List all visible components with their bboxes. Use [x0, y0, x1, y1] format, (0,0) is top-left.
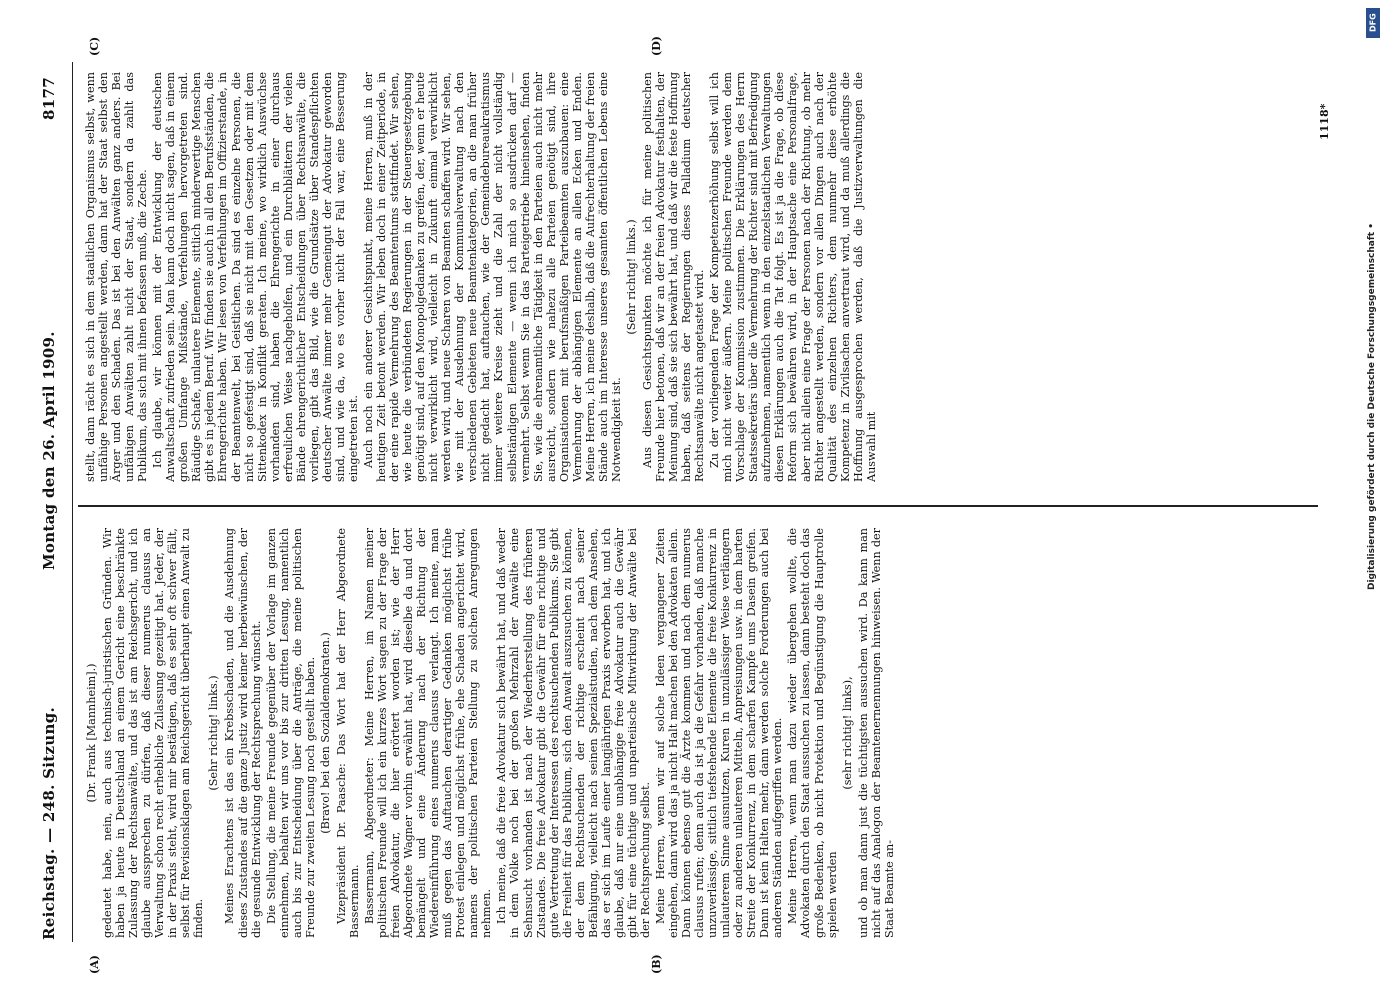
paragraph: Die Stellung, die meine Freunde gegenüber der Vorlage im ganzen einnehmen, behalten wir uns vor bis zur dritten Lesung, namentlich auch bis zur Entscheidung über die Anträge, die meine politischen Freunde zur zweiten Lesung noch gestellt haben. [264, 528, 317, 938]
paragraph: Meine Herren, wenn wir auf solche Ideen vergangener Zeiten eingehen, dann wird das ja nicht Halt machen bei den Advokaten allein. Dann können ebenso gut die Ärzte kommen und nach dem numerus clausus rufen; denn auch da ist ja die Gefahr vorhanden, daß manche unzuverlässige, sittlich tiefstehende Elemente die freie Konkurrenz in unlauterem Sinne ausnutzen, Kuren in unzulässiger Weise verlängern oder zu anderen unlauteren Mitteln, Anpreisungen usw. in dem harten Streite der Konkurrenz, in dem scharfen Kampfe ums Dasein greifen. Dann ist kein Halten mehr, dann werden solche Forderungen auch bei anderen Ständen aufgegriffen werden. [653, 528, 785, 938]
interjection: (Sehr richtig! links.) [207, 675, 221, 791]
margin-mark-b: (B) [650, 954, 663, 974]
paragraph: Vizepräsident Dr. Paasche: Das Wort hat der Herr Abgeordnete Bassermann. [334, 528, 361, 938]
paragraph: Ich glaube, wir können mit der Entwicklung der deutschen Anwaltschaft zufrieden sein. Man kann doch nicht sagen, daß in einem großen Umfange Mißstände, Verfehlungen hervorgetreten sind. Räudige Schafe, unlautere Elemente, sittlich minderwertige Menschen gibt es in jedem Beruf. Wir finden sie auch in all den Berufsständen, die Ehrengerichte haben. Wir lesen von Verfehlungen im Offizierstande, in der Beamtenwelt, bei Geistlichen. Da sind es einzelne Personen, die nicht so gefestigt sind, daß sie nicht mit den Gesetzen oder mit dem Sittenkodex in Konflikt geraten. Ich meine, wo wirklich Auswüchse vorhanden sind, haben die Ehrengerichte in einer durchaus erfreulichen Weise nachgeholfen, und ein Durchblättern der vielen Bände ehrengerichtlicher Entscheidungen über Rechtsanwälte, die vorliegen, gibt das Bild, wie die Grundsätze über Standespflichten deutscher Anwälte immer mehr Gemeingut der Advokatur geworden sind, und wie da, wo es vorher nicht der Fall war, eine Besserung eingetreten ist. [151, 72, 360, 482]
margin-mark-c: (C) [88, 36, 101, 56]
paragraph: Auch noch ein anderer Gesichtspunkt, meine Herren, muß in der heutigen Zeit betont werden. Wir leben doch in einer Zeitperiode, in der eine rapide Vermehrung des Beamtentums stattfindet. Wir sehen, wie heute die verbündeten Regierungen in der Steuergesetzgebung genötigt sind, auf den Monopolgedanken zu greifen, der, wenn er heute nicht verwirklicht wird, vielleicht in Zukunft einmal verwirklicht werden wird, und neue Scharen von Beamten schaffen wird. Wir sehen, wie mit der Ausdehnung der Kommunalverwaltung nach den verschiedenen Gebieten neue Beamtenkategorien, an die man früher nicht gedacht hat, auftauchen, wie der Gemeindebureaukratismus immer weitere Kreise zieht und die Zahl der nicht vollständig selbständigen Elemente — wenn ich mich so ausdrücken darf — vermehrt. Selbst wenn Sie in das Parteigetriebe hineinsehen, finden Sie, wie die ehrenamtliche Tätigkeit in den Parteien auch nicht mehr ausreicht, sondern wie nahezu alle Parteien genötigt sind, ihre Organisationen mit berufsmäßigen Parteibeamten auszubauen: eine Vermehrung der abhängigen Elemente an allen Ecken und Enden. Meine Herren, ich meine deshalb, daß die Aufrechterhaltung der freien Stände auch im Interesse unseres gesamten öffentlichen Lebens eine Notwendigkeit ist. [361, 72, 623, 482]
text-column-left [84, 528, 1320, 938]
margin-mark-a: (A) [88, 955, 101, 974]
interjection: (sehr richtig! links), [840, 676, 854, 790]
interjection: (Sehr richtig! links.) [624, 219, 638, 335]
page-header-date: Montag den 26. April 1909. [40, 331, 58, 570]
text-column-right [84, 72, 1320, 482]
header-rule [72, 62, 73, 942]
paragraph: gedeutet habe, nein, auch aus technisch-juristischen Gründen. Wir haben ja heute in Deutschland an einem Gericht eine beschränkte Zulassung der Rechtsanwälte, und das ist am Reichsgericht, und ich glaube aussprechen zu dürfen, daß dieser numerus clausus an Verwaltung schon recht erhebliche Zulassung gezeitigt hat. Jeder, der in der Praxis steht, wird mir bestätigen, daß es sehr oft schwer fällt, selbst für Revisionsklagen am Reichsgericht überhaupt einen Anwalt zu finden. [101, 528, 206, 938]
paragraph: Aus diesen Gesichtspunkten möchte ich für meine politischen Freunde hier betonen, daß wir an der freien Advokatur festhalten, der Meinung sind, daß sie sich bewährt hat, und daß wir die feste Hoffnung haben, daß seitens der Regierungen dieses Palladium deutscher Rechtsanwälte nicht angetastet wird. [640, 72, 707, 482]
digitization-credit-text: Digitalisierung gefördert durch die Deutsche Forschungsgemeinschaft • [1367, 223, 1377, 590]
paragraph: Ich meine, daß die freie Advokatur sich bewährt hat, und daß weder in dem Volke noch bei der großen Mehrzahl der Anwälte eine Sehnsucht vorhanden ist nach der Wiederherstellung des früheren Zustandes. Die freie Advokatur gibt die Gewähr für eine richtige und gute Vertretung der Interessen des rechtsuchenden Publikums. Sie gibt die Freiheit für das Publikum, sich den Anwalt auszusuchen zu können, der dem Rechtsuchenden der richtige erscheint nach seiner Befähigung, vielleicht nach seinen Spezialstudien, nach dem Ansehen, das er sich im Laufe einer langjährigen Praxis erworben hat, und ich glaube, daß nur eine unabhängige freie Advokatur auch die Gewähr gibt für eine tüchtige und unparteiische Mitwirkung der Anwälte bei der Rechtsprechung selbst. [495, 528, 652, 938]
paragraph: und ob man dann just die tüchtigsten aussuchen wird. Da kann man nicht auf das Analogon der Beamtenernennungen hinweisen. Wenn der Staat Beamte an- [856, 528, 896, 938]
margin-mark-d: (D) [650, 36, 663, 56]
paragraph: stellt, dann rächt es sich in dem staatlichen Organismus selbst, wenn unfähige Personen angestellt werden, dann hat der Staat selbst den Ärger und den Schaden. Das ist bei den Anwälten ganz anders. Bei unfähigen Anwälten zahlt nicht der Staat, sondern da zahlt das Publikum, das sich mit ihnen befassen muß, die Zeche. [84, 72, 150, 482]
page-number: 8177 [40, 77, 58, 120]
digitization-credit [1364, 10, 1380, 590]
page-header-left: Reichstag. — 248. Sitzung. [40, 706, 58, 940]
paragraph: Bassermann, Abgeordneter: Meine Herren, im Namen meiner politischen Freunde will ich ein kurzes Wort sagen zu der Frage der freien Advokatur, die hier erörtert worden ist; wie der Herr Abgeordnete Wagner vorhin erwähnt hat, wird dieselbe da und dort bemängelt und eine Änderung nach der Richtung der Wiedereinführung eines numerus clausus verlangt. Ich meine, man muß gegen das Auftauchen derartiger Gedanken möglichst frühe Protest einlegen und möglichst frühe, ehe Schaden angerichtet wird, namens der politischen Parteien Stellung zu solchen Anregungen nehmen. [362, 528, 494, 938]
interjection: (Bravo! bei den Sozialdemokraten.) [318, 632, 332, 834]
page-footer-code: 1118* [1318, 103, 1331, 140]
paragraph: Zu der vorliegenden Frage der Kompetenzerhöhung selbst will ich mich nicht weiter äußern. Meine politischen Freunde werden dem Vorschlage der Kommission zustimmen. Die Erklärungen des Herrn Staatssekretärs über die Vermehrung der Richter sind mit Befriedigung aufzunehmen, namentlich wenn in den einzelstaatlichen Verwaltungen diesen Erklärungen auch die Tat folgt. Es ist ja die Frage, ob diese Reform sich bewähren wird, in der Hauptsache eine Personalfrage, aber nicht allein eine Frage der Personen nach der Richtung, ob mehr Richter angestellt werden, sondern vor allen Dingen auch nach der Qualität des einzelnen Richters, dem nunmehr diese erhöhte Kompetenz in Zivilsachen anvertraut wird, und da muß allerdings die Hoffnung ausgesprochen werden, daß die Justizverwaltungen die Auswahl mit [708, 72, 878, 482]
paragraph: Meine Herren, wenn man dazu wieder übergehen wollte, die Advokaten durch den Staat aussuchen zu lassen, dann besteht doch das große Bedenken, ob nicht Protektion und Begünstigung die Hauptrolle spielen werden [786, 528, 839, 938]
column-divider [78, 506, 1318, 508]
paragraph: Meines Erachtens ist das ein Krebsschaden, und die Ausdehnung dieses Zustandes auf die ganze Justiz wird keiner herbeiwünschen, der die gesunde Entwicklung der Rechtsprechung wünscht. [223, 528, 263, 938]
dfg-logo: DFG [1366, 8, 1380, 38]
interjection: (Dr. Frank [Mannheim].) [85, 663, 98, 803]
